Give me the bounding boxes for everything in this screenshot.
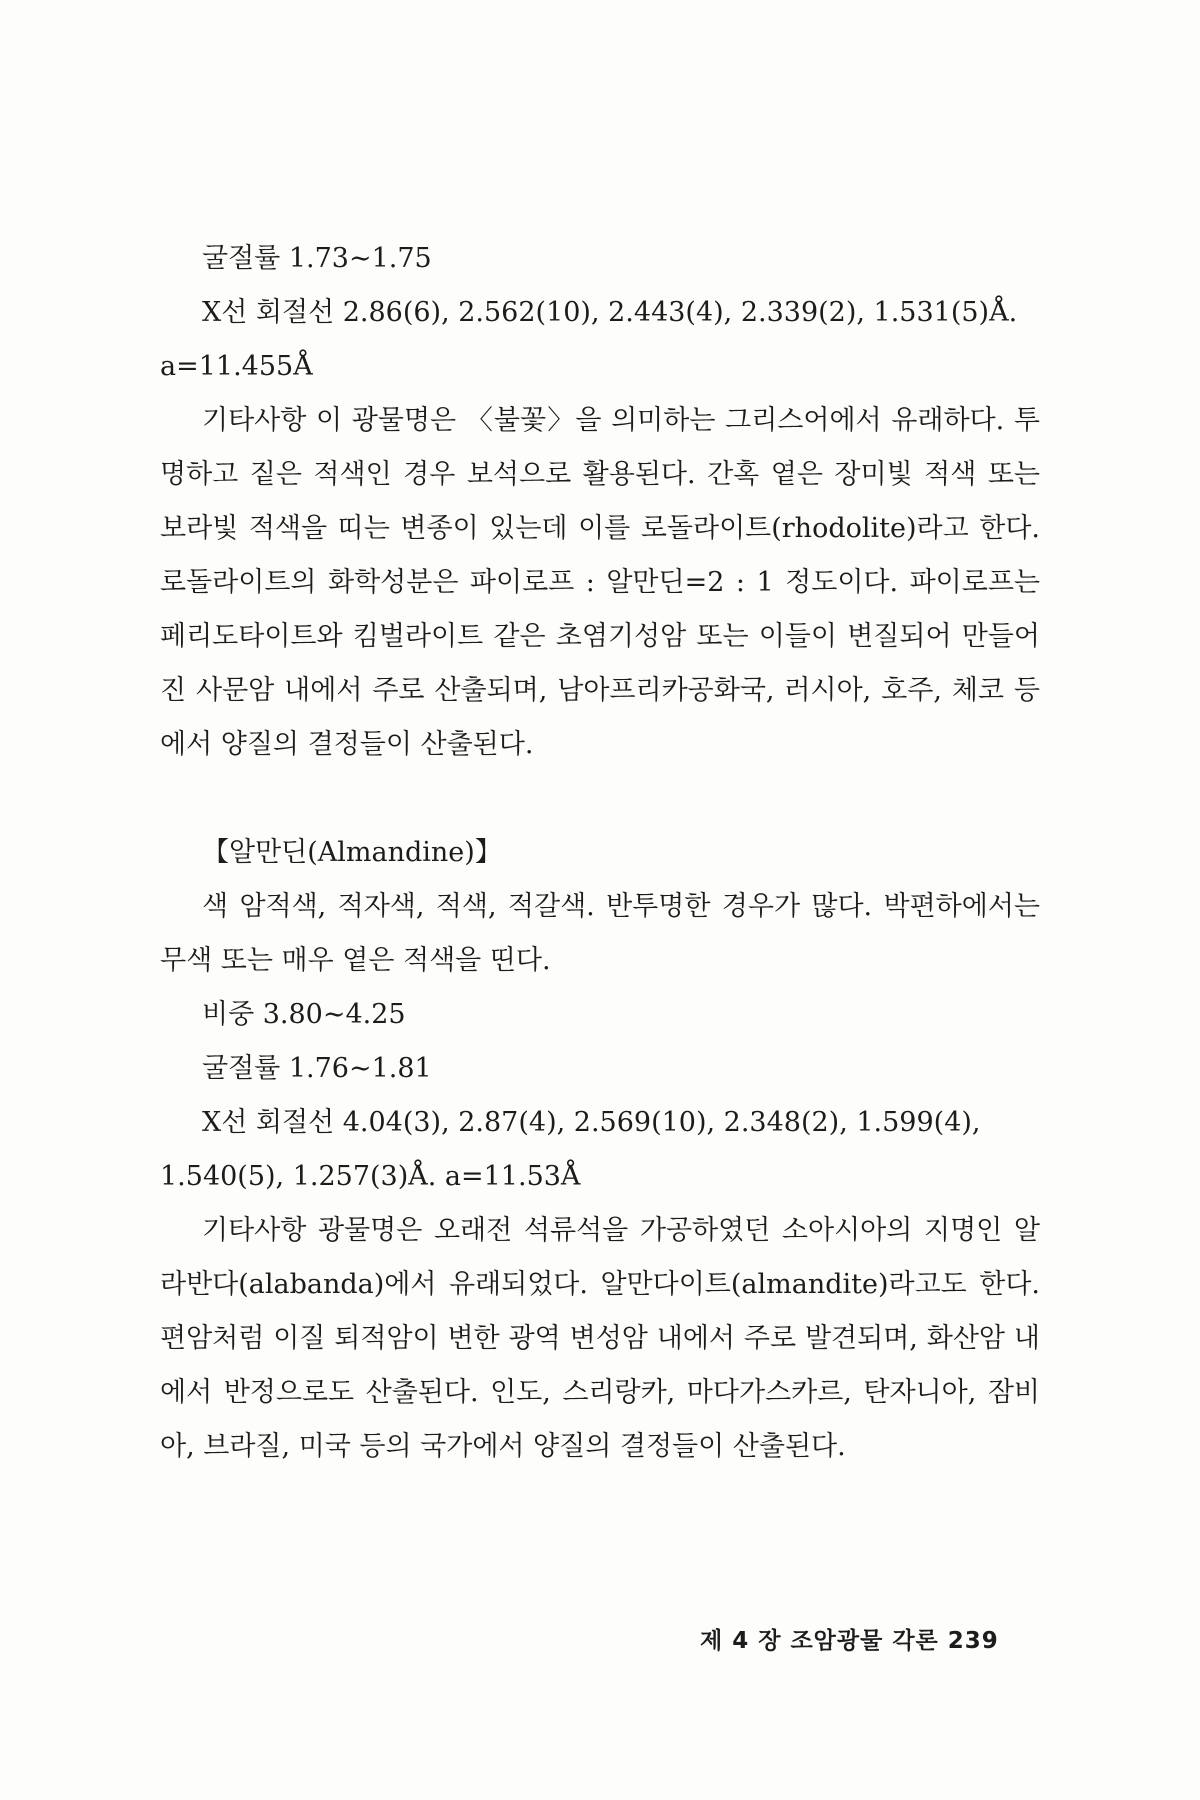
pyrope-refraction: 굴절률 1.73∼1.75: [202, 243, 432, 274]
almandine-specific-gravity: 비중 3.80∼4.25: [202, 999, 406, 1030]
almandine-xray-line-1: X선 회절선 4.04(3), 2.87(4), 2.569(10), 2.348(2), 1.599(4),: [202, 1107, 981, 1138]
page-body: [160, 232, 1040, 1474]
almandine-notes: 기타사항 광물명은 오래전 석류석을 가공하였던 소아시아의 지명인 알라반다(alabanda)에서 유래되었다. 알만다이트(almandite)라고도 한다. 편암처럼 이질 퇴적암이 변한 광역 변성암 내에서 주로 발견되며, 화산암 내에서 반정으로도 산출된다. 인도, 스리랑카, 마다가스카르, 탄자니아, 잠비아, 브라질, 미국 등의 국가에서 양질의 결정들이 산출된다.: [160, 1215, 1040, 1462]
pyrope-notes: 기타사항 이 광물명은 〈불꽃〉을 의미하는 그리스어에서 유래하다. 투명하고 짙은 적색인 경우 보석으로 활용된다. 간혹 옅은 장미빛 적색 또는 보라빛 적색을 띠는 변종이 있는데 이를 로돌라이트(rhodolite)라고 한다. 로돌라이트의 화학성분은 파이로프 : 알만딘=2 : 1 정도이다. 파이로프는 페리도타이트와 킴벌라이트 같은 초염기성암 또는 이들이 변질되어 만들어진 사문암 내에서 주로 산출되며, 남아프리카공화국, 러시아, 호주, 체코 등에서 양질의 결정들이 산출된다.: [160, 405, 1040, 760]
almandine-xray-line-2: 1.540(5), 1.257(3)Å. a=11.53Å: [160, 1161, 581, 1192]
almandine-refraction: 굴절률 1.76∼1.81: [202, 1053, 432, 1084]
section-spacer: [160, 772, 1040, 826]
almandine-color: 색 암적색, 적자색, 적색, 적갈색. 반투명한 경우가 많다. 박편하에서는 무색 또는 매우 옅은 적색을 띤다.: [160, 891, 1040, 976]
pyrope-xray-line-1: X선 회절선 2.86(6), 2.562(10), 2.443(4), 2.339(2), 1.531(5)Å.: [202, 297, 1018, 328]
almandine-heading: 【알만딘(Almandine)】: [202, 837, 502, 868]
pyrope-xray-line-2: a=11.455Å: [160, 351, 313, 382]
page-footer: 제 4 장 조암광물 각론 239: [700, 1628, 999, 1654]
